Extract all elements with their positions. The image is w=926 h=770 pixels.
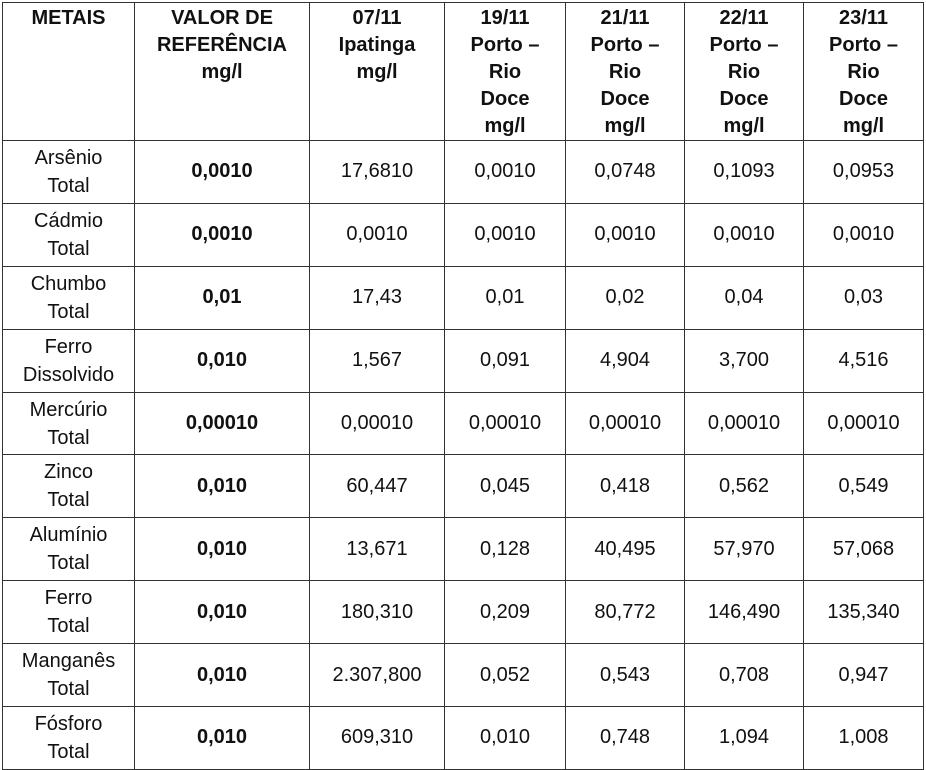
measurement-cell: 0,0748: [566, 141, 685, 204]
measurement-cell: 57,068: [804, 518, 924, 581]
table-row: [3, 518, 924, 581]
measurement-cell: 0,00010: [566, 392, 685, 455]
measurement-cell: 0,562: [685, 455, 804, 518]
measurement-cell: 4,904: [566, 329, 685, 392]
measurement-cell: 0,0953: [804, 141, 924, 204]
metal-name-line: Total: [47, 740, 90, 763]
table-body: [3, 141, 924, 770]
measurement-cell: 13,671: [310, 518, 445, 581]
measurement-cell: 0,0010: [685, 203, 804, 266]
table-row: [3, 707, 924, 770]
measurement-cell: 0,00010: [685, 392, 804, 455]
header-line: Porto –: [709, 34, 779, 56]
measurement-cell: 0,947: [804, 644, 924, 707]
header-line: mg/l: [356, 61, 398, 83]
measurement-cell: 0,091: [445, 329, 566, 392]
table-row: [3, 203, 924, 266]
header-line: VALOR DE: [171, 7, 273, 29]
measurement-cell: 0,045: [445, 455, 566, 518]
metal-name-cell: [3, 203, 135, 266]
header-line: 23/11: [839, 7, 888, 29]
metal-name-line: Total: [47, 300, 90, 323]
measurement-cell: 0,418: [566, 455, 685, 518]
metal-name-cell: [3, 329, 135, 392]
reference-value-cell: 0,010: [135, 644, 310, 707]
reference-value-cell: 0,00010: [135, 392, 310, 455]
header-line: Ipatinga: [338, 34, 416, 56]
header-line: Rio: [608, 61, 642, 83]
measurement-cell: 2.307,800: [310, 644, 445, 707]
metal-name-line: Alumínio: [29, 524, 108, 547]
metal-name-line: Total: [47, 237, 90, 260]
metal-name-line: Arsênio: [34, 146, 103, 169]
header-line: mg/l: [201, 61, 243, 83]
reference-value-cell: 0,010: [135, 455, 310, 518]
header-line: Rio: [488, 61, 522, 83]
header-line: mg/l: [484, 115, 526, 137]
header-line: Doce: [480, 88, 530, 110]
header-line: Doce: [719, 88, 769, 110]
measurement-cell: 0,00010: [804, 392, 924, 455]
measurement-cell: 0,543: [566, 644, 685, 707]
header-line: REFERÊNCIA: [156, 34, 287, 56]
measurement-cell: 0,549: [804, 455, 924, 518]
measurement-cell: 0,03: [804, 266, 924, 329]
header-line: Rio: [727, 61, 761, 83]
measurement-cell: 4,516: [804, 329, 924, 392]
header-line: Doce: [600, 88, 650, 110]
measurement-cell: 57,970: [685, 518, 804, 581]
header-line: Porto –: [829, 34, 898, 56]
metal-name-cell: [3, 707, 135, 770]
header-line: Doce: [839, 88, 888, 110]
header-line: Porto –: [470, 34, 540, 56]
metal-name-cell: [3, 266, 135, 329]
measurement-cell: 609,310: [310, 707, 445, 770]
measurement-cell: 0,1093: [685, 141, 804, 204]
measurement-cell: 0,0010: [445, 203, 566, 266]
reference-value-cell: 0,01: [135, 266, 310, 329]
measurement-cell: 17,43: [310, 266, 445, 329]
measurement-cell: 0,00010: [310, 392, 445, 455]
header-line: METAIS: [31, 7, 106, 29]
metal-name-cell: [3, 518, 135, 581]
reference-value-cell: 0,010: [135, 518, 310, 581]
metals-table: [2, 2, 924, 770]
measurement-cell: 0,00010: [445, 392, 566, 455]
measurement-cell: 3,700: [685, 329, 804, 392]
measurement-cell: 0,748: [566, 707, 685, 770]
measurement-cell: 0,128: [445, 518, 566, 581]
header-19-11: [445, 3, 566, 141]
metal-name-line: Mercúrio: [29, 398, 108, 421]
metal-name-cell: [3, 141, 135, 204]
table-row: [3, 392, 924, 455]
metal-name-line: Chumbo: [30, 272, 107, 295]
measurement-cell: 40,495: [566, 518, 685, 581]
header-line: 19/11: [480, 7, 530, 29]
measurement-cell: 0,0010: [804, 203, 924, 266]
header-07-11: [310, 3, 445, 141]
measurement-cell: 0,010: [445, 707, 566, 770]
measurement-cell: 180,310: [310, 581, 445, 644]
metal-name-line: Total: [47, 426, 90, 449]
metal-name-line: Cádmio: [34, 209, 103, 232]
table-row: [3, 644, 924, 707]
reference-value-cell: 0,010: [135, 707, 310, 770]
metal-name-line: Total: [47, 615, 90, 638]
metal-name-line: Ferro: [44, 587, 93, 610]
metal-name-line: Total: [47, 552, 90, 575]
measurement-cell: 0,0010: [445, 141, 566, 204]
header-line: 22/11: [719, 7, 769, 29]
metal-name-cell: [3, 455, 135, 518]
measurement-cell: 146,490: [685, 581, 804, 644]
table-row: [3, 581, 924, 644]
header-line: mg/l: [604, 115, 646, 137]
header-row: [3, 3, 924, 141]
reference-value-cell: 0,0010: [135, 203, 310, 266]
measurement-cell: 1,567: [310, 329, 445, 392]
header-line: 07/11: [352, 7, 402, 29]
measurement-cell: 60,447: [310, 455, 445, 518]
measurement-cell: 80,772: [566, 581, 685, 644]
measurement-cell: 0,708: [685, 644, 804, 707]
measurement-cell: 0,0010: [310, 203, 445, 266]
metal-name-cell: [3, 644, 135, 707]
measurement-cell: 0,052: [445, 644, 566, 707]
metal-name-line: Zinco: [44, 461, 93, 484]
header-line: Porto –: [590, 34, 660, 56]
header-21-11: [566, 3, 685, 141]
header-22-11: [685, 3, 804, 141]
measurement-cell: 135,340: [804, 581, 924, 644]
measurement-cell: 0,02: [566, 266, 685, 329]
measurement-cell: 1,094: [685, 707, 804, 770]
header-line: mg/l: [842, 115, 885, 137]
measurement-cell: 0,01: [445, 266, 566, 329]
reference-value-cell: 0,010: [135, 581, 310, 644]
metal-name-line: Fósforo: [34, 712, 103, 735]
measurement-cell: 0,04: [685, 266, 804, 329]
header-valor-referencia: [135, 3, 310, 141]
measurement-cell: 1,008: [804, 707, 924, 770]
header-metais: [3, 3, 135, 141]
metal-name-line: Total: [47, 678, 90, 701]
table-row: [3, 329, 924, 392]
reference-value-cell: 0,0010: [135, 141, 310, 204]
metal-name-line: Manganês: [21, 650, 116, 673]
metal-name-line: Ferro: [44, 335, 93, 358]
reference-value-cell: 0,010: [135, 329, 310, 392]
table-row: [3, 141, 924, 204]
metal-name-line: Total: [47, 489, 90, 512]
measurement-cell: 0,0010: [566, 203, 685, 266]
measurement-cell: 17,6810: [310, 141, 445, 204]
measurement-cell: 0,209: [445, 581, 566, 644]
header-line: mg/l: [723, 115, 765, 137]
table-row: [3, 455, 924, 518]
header-23-11: [804, 3, 924, 141]
metal-name-line: Total: [47, 174, 90, 197]
metal-name-cell: [3, 581, 135, 644]
header-line: Rio: [847, 61, 880, 83]
table-row: [3, 266, 924, 329]
metal-name-line: Dissolvido: [22, 363, 115, 386]
metal-name-cell: [3, 392, 135, 455]
header-line: 21/11: [600, 7, 650, 29]
